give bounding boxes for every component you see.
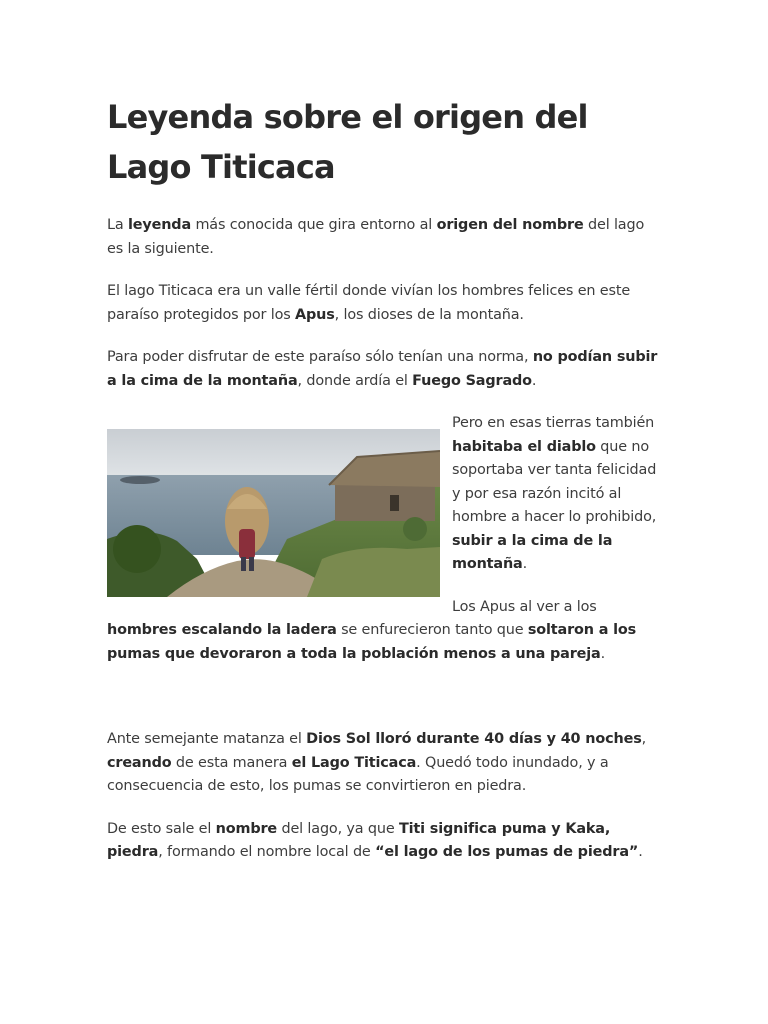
paragraph-intro: La leyenda más conocida que gira entorno al origen del nombre del lago es la siguiente.: [107, 217, 645, 257]
paragraph-name-origin: De esto sale el nombre del lago, ya que Titi significa puma y Kaka, piedra, formando el nombre local de “el lago de los pumas de piedra”.: [107, 820, 643, 860]
paragraph-rule: Para poder disfrutar de este paraíso sólo tenían una norma, no podían subir a la cima de la montaña, donde ardía el Fuego Sagrado.: [107, 349, 658, 389]
page-title: Leyenda sobre el origen del Lago Titicaca: [107, 98, 588, 186]
paragraph-valley: El lago Titicaca era un valle fértil donde vivían los hombres felices en este paraíso protegidos por los Apus, los dioses de la montaña.: [107, 283, 631, 323]
paragraph-devil: Pero en esas tierras también habitaba el diablo que no soportaba ver tanta felicidad y por esa razón incitó al hombre a hacer lo prohibido, subir a la cima de la montaña.: [452, 415, 657, 572]
lake-photo: [107, 429, 440, 597]
paragraph-sun-god: Ante semejante matanza el Dios Sol lloró durante 40 días y 40 noches, creando de esta manera el Lago Titicaca. Quedó todo inundado, y a consecuencia de esto, los pumas se convirtieron en piedra.: [107, 731, 647, 794]
paragraph-pumas: Los Apus al ver a los hombres escalando la ladera se enfurecieron tanto que soltaron a los pumas que devoraron a toda la población menos a una pareja.: [107, 598, 637, 662]
article: [107, 92, 663, 884]
